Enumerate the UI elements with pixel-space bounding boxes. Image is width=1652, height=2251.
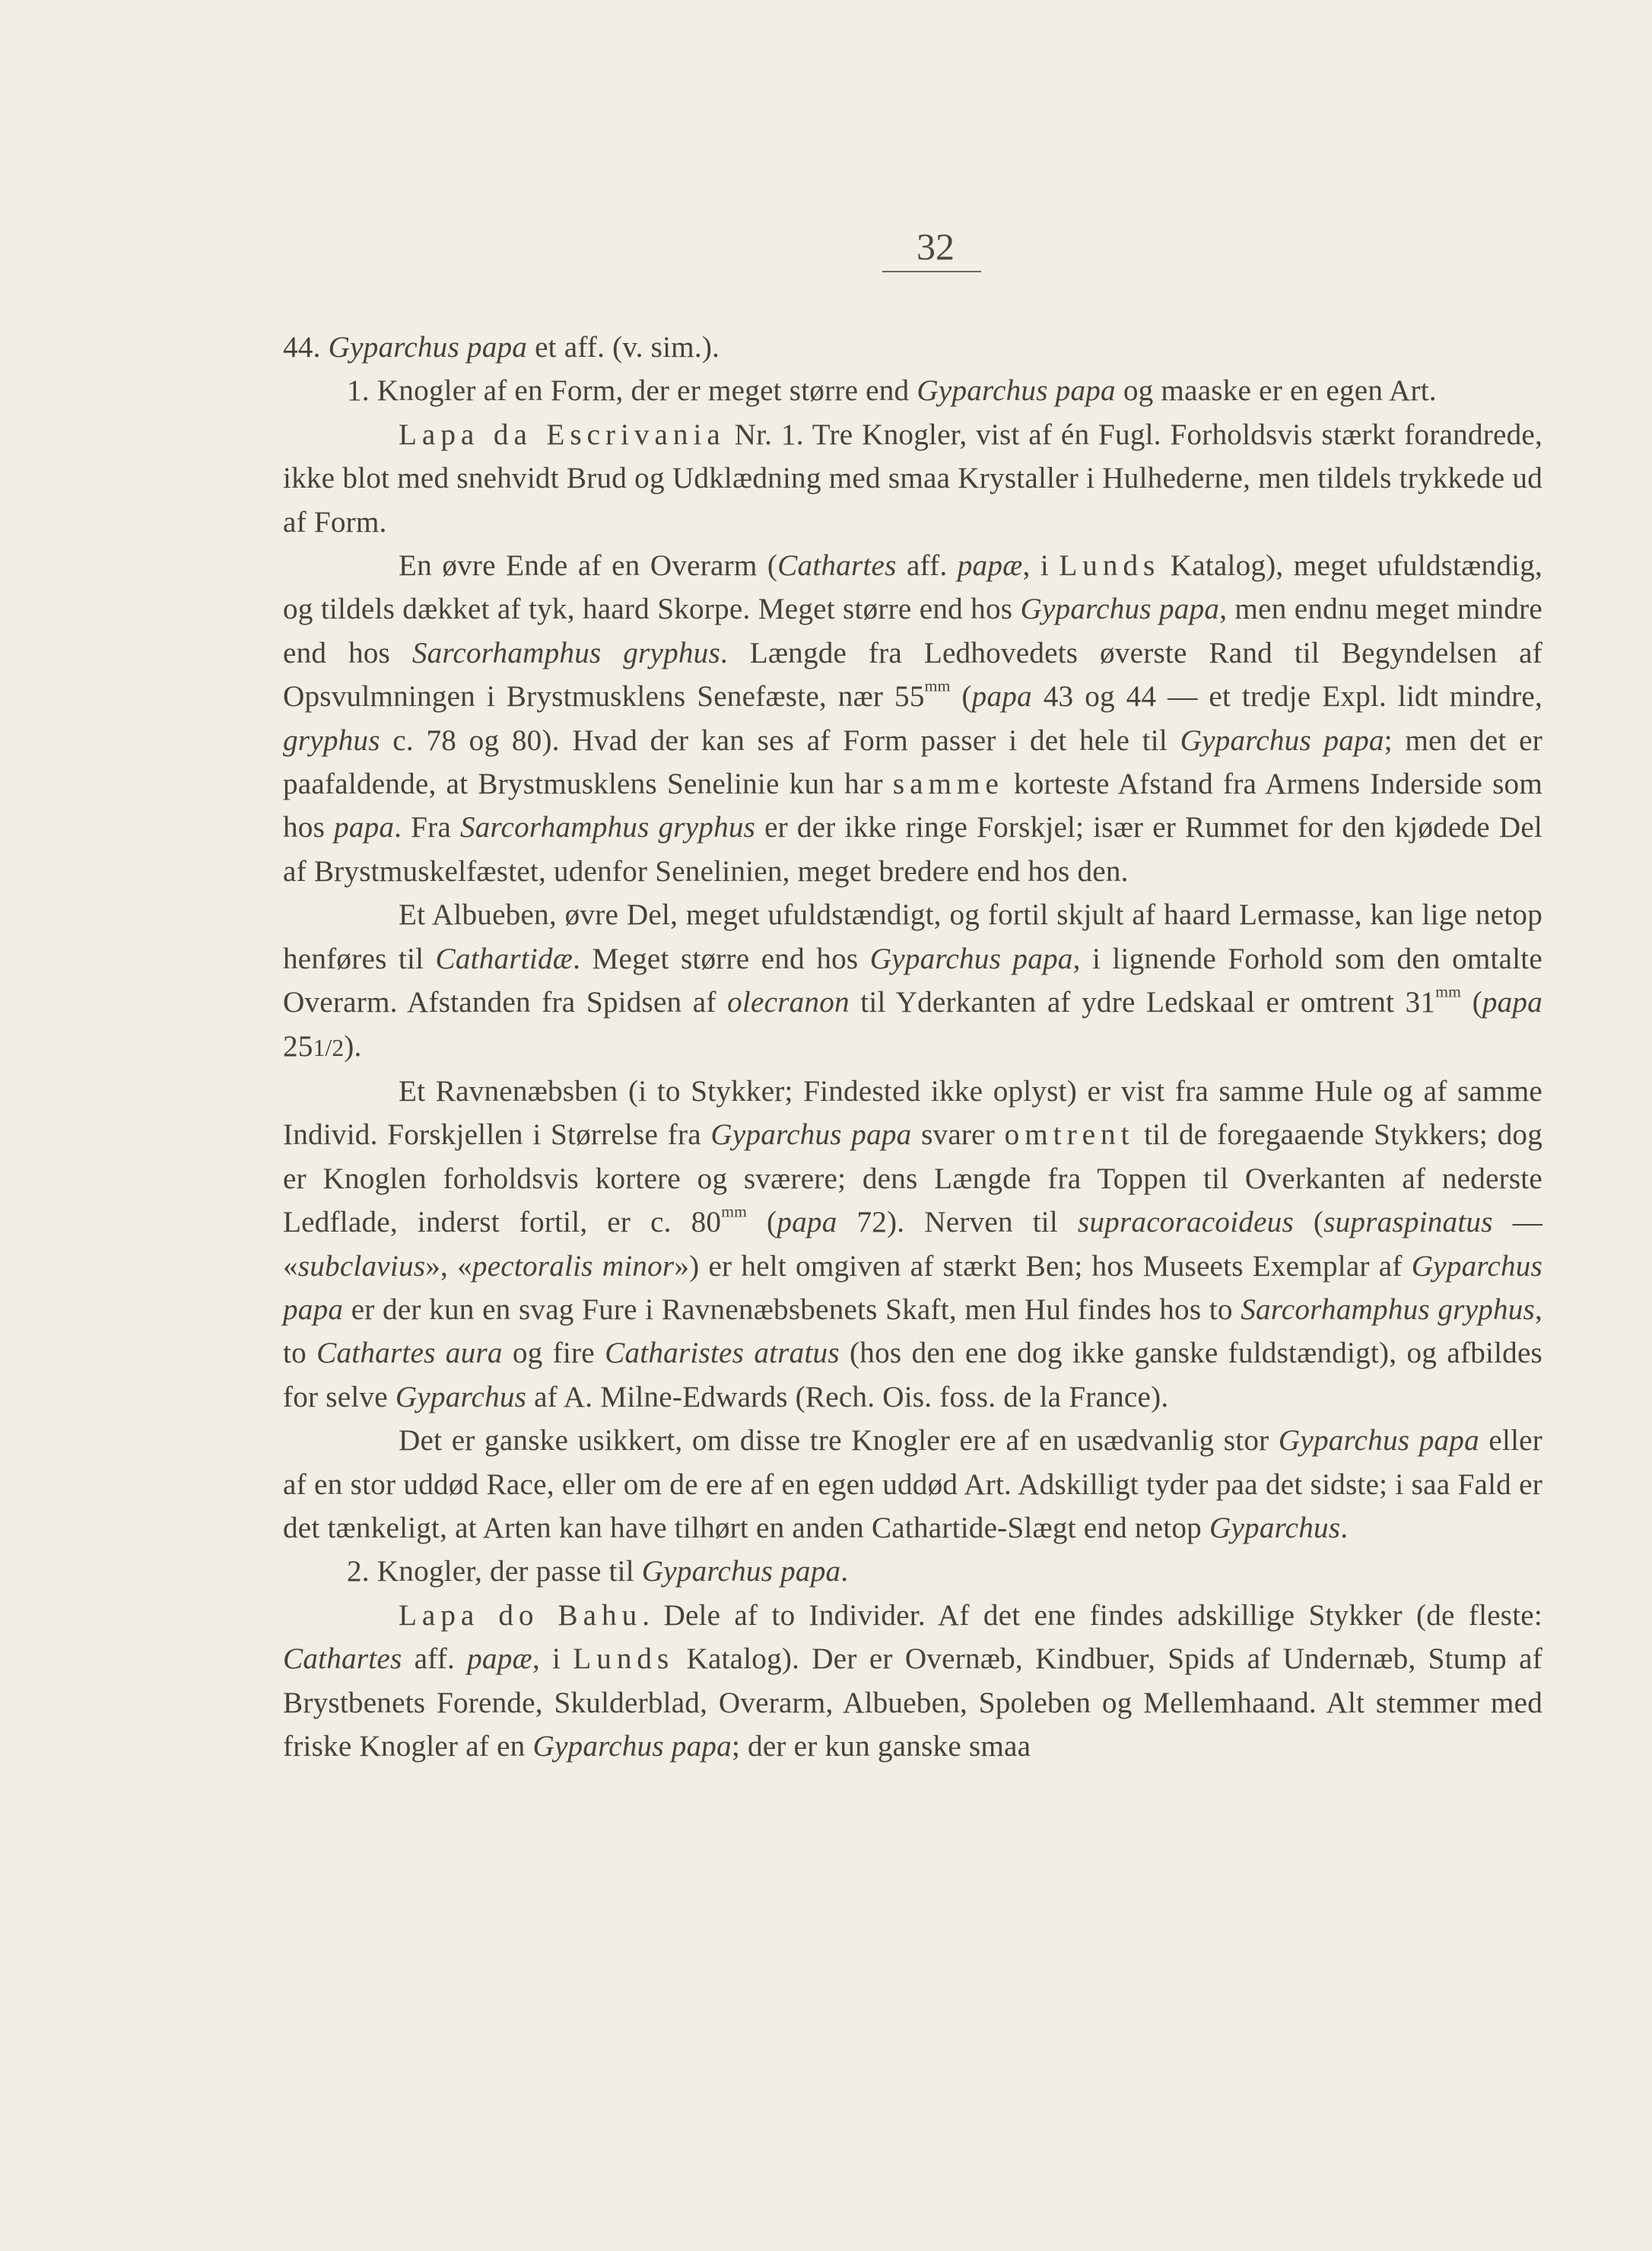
paragraph-albueben: Et Albueben, øvre Del, meget ufuldstændigt, og fortil skjult af haard Lermasse, kan lige netop henføres til Cathartidæ. Meget større end hos Gyparchus papa, i lignende Forhold som den omtalte Overarm. Afstanden fra Spidsen af olecranon til Yderkanten af ydre Ledskaal er omtrent $31^{mm}$ (papa 251/2). <box>283 898 1543 1063</box>
document-body <box>283 326 1542 1768</box>
heading-rest: et aff. (v. sim.). <box>527 331 720 364</box>
species-heading <box>283 326 1542 369</box>
page-number: 32 <box>917 225 955 268</box>
section-2-intro: 2. Knogler, der passe til Gyparchus papa. <box>347 1555 849 1588</box>
paragraph-lapa-bahu: Lapa do Bahu. Dele af to Individer. Af det ene findes adskillige Stykker (de fleste: Cathartes aff. papæ, i Lunds Katalog). Der er Overnæb, Kindbuer, Spids af Undernæb, Stump af Brystbenets Forende, Skulderblad, Overarm, Albueben, Spoleben og Mellemhaand. Alt stemmer med friske Knogler af en Gyparchus papa; der er kun ganske smaa <box>283 1598 1542 1763</box>
page-number-rule <box>882 271 981 272</box>
section-1-intro: 1. Knogler af en Form, der er meget større end Gyparchus papa og maaske er en egen Art. <box>347 374 1437 408</box>
heading-number: 44. <box>283 331 321 364</box>
paragraph-overarm: En øvre Ende af en Overarm (Cathartes aff. papæ, i Lunds Katalog), meget ufuldstændig, og tildels dækket af tyk, haard Skorpe. Meget større end hos Gyparchus papa, men endnu meget mindre end hos Sarcorhamphus gryphus. Længde fra Ledhovedets øverste Rand til Begyndelsen af Opsvulmningen i Brystmusklens Senefæste, nær $55^{mm}$ (papa 43 og 44 — et tredje Expl. lidt mindre, gryphus c. 78 og 80). Hvad der kan ses af Form passer i det hele til Gyparchus papa; men det er paafaldende, at Brystmusklens Senelinie kun har samme korteste Afstand fra Armens Inderside som hos papa. Fra Sarcorhamphus gryphus er der ikke ringe Forskjel; især er Rummet for den kjødede Del af Brystmuskelfæstet, udenfor Senelinien, meget bredere end hos den. <box>283 549 1543 888</box>
paragraph-usikkert: Det er ganske usikkert, om disse tre Knogler ere af en usædvanlig stor Gyparchus papa eller af en stor uddød Race, eller om de ere af en egen uddød Art. Adskilligt tyder paa det sidste; i saa Fald er det tænkeligt, at Arten kan have tilhørt en anden Cathartide-Slægt end netop Gyparchus. <box>283 1424 1542 1544</box>
paragraph-lapa-escrivania: Lapa da Escrivania Nr. 1. Tre Knogler, vist af én Fugl. Forholdsvis stærkt forandrede, ikke blot med snehvidt Brud og Udklædning med smaa Krystaller i Hulhederne, men tildels trykkede ud af Form. <box>283 418 1542 539</box>
paragraph-ravnenaebsben: Et Ravnenæbsben (i to Stykker; Findested ikke oplyst) er vist fra samme Hule og af samme Individ. Forskjellen i Størrelse fra Gyparchus papa svarer omtrent til de foregaaende Stykkers; dog er Knoglen forholdsvis kortere og sværere; dens Længde fra Toppen til Overkanten af nederste Ledflade, inderst fortil, er c. $80^{mm}$ (papa 72). Nerven til supracoracoideus (supraspinatus — «subclavius», «pectoralis minor») er helt omgiven af stærkt Ben; hos Museets Exemplar af Gyparchus papa er der kun en svag Fure i Ravnenæbsbenets Skaft, men Hul findes hos to Sarcorhamphus gryphus, to Cathartes aura og fire Catharistes atratus (hos den ene dog ikke ganske fuldstændigt), og afbildes for selve Gyparchus af A. Milne-Edwards (Rech. Ois. foss. de la France). <box>283 1074 1543 1413</box>
heading-taxon: Gyparchus papa <box>328 331 528 364</box>
locality-name: Lapa do Bahu <box>399 1598 643 1632</box>
locality-name: Lapa da Escrivania <box>399 418 726 451</box>
